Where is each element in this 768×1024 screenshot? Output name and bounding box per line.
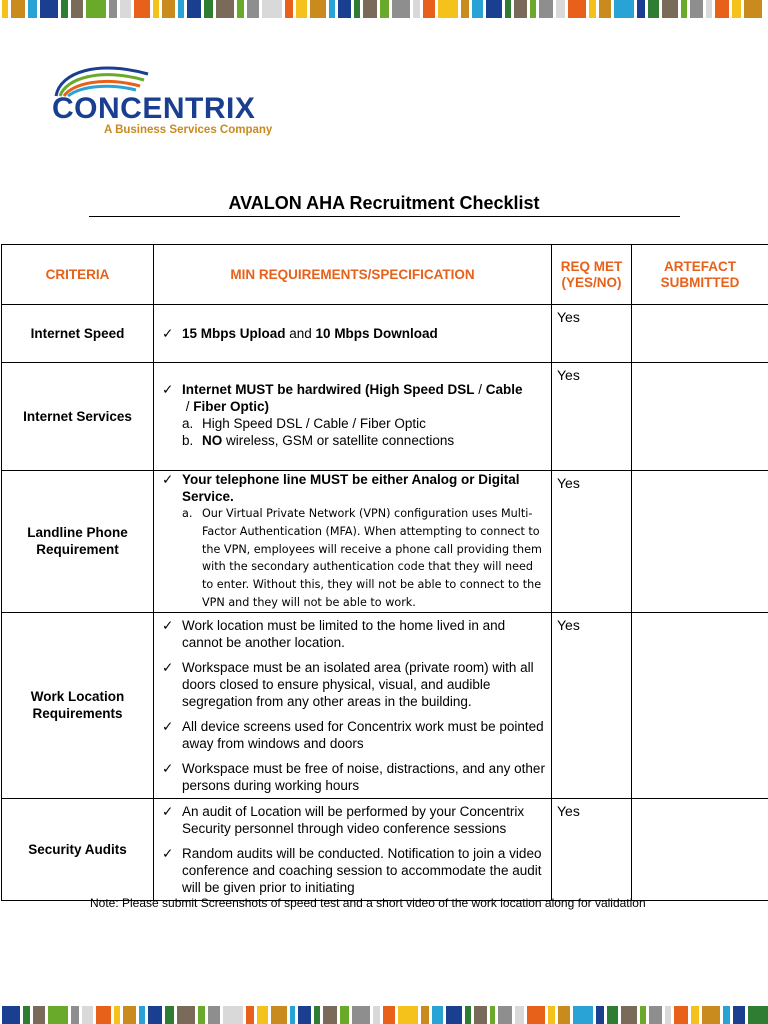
color-block — [352, 1006, 370, 1024]
color-block — [323, 1006, 337, 1024]
color-block — [413, 0, 420, 18]
color-block — [691, 1006, 700, 1024]
color-block — [109, 0, 117, 18]
color-block — [262, 0, 282, 18]
header-artefact: ARTEFACT SUBMITTED — [632, 245, 768, 305]
criteria-cell: Landline Phone Requirement — [2, 471, 154, 613]
header-criteria: CRITERIA — [2, 245, 154, 305]
req-met-cell: Yes — [552, 798, 632, 900]
color-block — [153, 0, 159, 18]
criteria-cell: Security Audits — [2, 798, 154, 900]
color-block — [71, 1006, 79, 1024]
color-block — [702, 1006, 720, 1024]
color-block — [298, 1006, 311, 1024]
checkmark-icon: ✓ — [162, 659, 174, 675]
requirements-cell — [154, 798, 552, 900]
table-row — [2, 471, 768, 613]
table-row — [2, 305, 768, 363]
color-block — [662, 0, 678, 18]
color-block — [398, 1006, 418, 1024]
requirements-cell — [154, 471, 552, 613]
color-block — [2, 0, 8, 18]
color-block — [446, 1006, 462, 1024]
color-block — [621, 1006, 637, 1024]
color-block — [223, 1006, 243, 1024]
color-block — [474, 1006, 487, 1024]
color-block — [48, 1006, 68, 1024]
color-block — [86, 0, 106, 18]
requirement-text: NO — [202, 433, 223, 448]
logo-wordmark: CONCENTRIX — [52, 92, 256, 125]
color-block — [208, 1006, 220, 1024]
req-met-cell: Yes — [552, 471, 632, 613]
color-block — [527, 1006, 545, 1024]
color-block — [589, 0, 596, 18]
table-row — [2, 798, 768, 900]
table-row — [2, 363, 768, 471]
color-block — [681, 0, 687, 18]
criteria-cell: Internet Speed — [2, 305, 154, 363]
requirements-cell — [154, 305, 552, 363]
checkmark-icon: ✓ — [162, 803, 174, 819]
requirement-text: An audit of Location will be performed by your Concentrix Security personnel through video conference sessions — [182, 803, 525, 836]
artefact-cell[interactable] — [632, 612, 768, 798]
concentrix-logo — [48, 58, 298, 138]
color-block — [162, 0, 175, 18]
color-block — [383, 1006, 395, 1024]
color-block — [498, 1006, 512, 1024]
color-block — [290, 1006, 296, 1024]
color-block — [640, 1006, 646, 1024]
decorative-color-strip-bottom — [0, 1006, 768, 1024]
requirement-text: / — [474, 382, 486, 397]
requirement-item — [160, 803, 545, 837]
requirement-item — [160, 471, 545, 505]
requirement-item — [160, 381, 545, 415]
color-block — [539, 0, 553, 18]
requirement-item — [160, 325, 545, 342]
requirement-subitem — [160, 505, 545, 612]
artefact-cell[interactable] — [632, 471, 768, 613]
requirement-text: Our Virtual Private Network (VPN) configuration uses Multi-Factor Authentication (MFA). When attempting to connect to the VPN, employees will receive a phone call providing them with the secondary authentication code that they will need to enter. Without this, they will not be able to connect to the VPN and they will not be able to work. — [202, 507, 542, 609]
color-block — [148, 1006, 162, 1024]
color-block — [187, 0, 201, 18]
color-block — [96, 1006, 112, 1024]
color-block — [139, 1006, 145, 1024]
color-block — [329, 0, 335, 18]
requirement-subitem — [160, 415, 545, 432]
color-block — [438, 0, 458, 18]
color-block — [338, 0, 351, 18]
color-block — [690, 0, 703, 18]
color-block — [472, 0, 483, 18]
color-block — [354, 0, 360, 18]
requirement-text: Cable — [485, 382, 523, 397]
checkmark-icon: ✓ — [162, 472, 174, 487]
requirement-text: Work location must be limited to the home lived in and cannot be another location. — [182, 617, 506, 650]
footer-note: Note: Please submit Screenshots of speed test and a short video of the work location along for validation — [90, 896, 646, 910]
color-block — [674, 1006, 688, 1024]
color-block — [198, 1006, 205, 1024]
color-block — [28, 0, 37, 18]
color-block — [247, 0, 259, 18]
color-block — [461, 0, 469, 18]
color-block — [732, 0, 741, 18]
color-block — [2, 1006, 20, 1024]
checklist-table — [1, 244, 768, 901]
color-block — [178, 0, 184, 18]
requirement-text: Internet MUST be hardwired (High Speed DSL — [182, 382, 475, 397]
color-block — [296, 0, 307, 18]
checkmark-icon: ✓ — [162, 382, 174, 397]
color-block — [596, 1006, 604, 1024]
color-block — [33, 1006, 45, 1024]
criteria-cell: Work Location Requirements — [2, 612, 154, 798]
color-block — [706, 0, 712, 18]
decorative-color-strip-top — [0, 0, 768, 18]
color-block — [573, 1006, 593, 1024]
color-block — [637, 0, 645, 18]
requirement-text: Random audits will be conducted. Notification to join a video conference and coaching session to accommodate the audit will be given prior to initiating — [182, 845, 542, 895]
criteria-cell: Internet Services — [2, 363, 154, 471]
requirement-text: High Speed DSL / Cable / Fiber Optic — [202, 416, 426, 431]
artefact-cell[interactable] — [632, 798, 768, 900]
color-block — [71, 0, 83, 18]
color-block — [340, 1006, 349, 1024]
req-met-cell: Yes — [552, 305, 632, 363]
color-block — [23, 1006, 30, 1024]
requirement-text: Your telephone line MUST be either Analog or Digital Service. — [182, 472, 520, 504]
subitem-letter: b. — [182, 433, 194, 448]
color-block — [285, 0, 293, 18]
color-block — [120, 0, 131, 18]
header-requirements: MIN REQUIREMENTS/SPECIFICATION — [154, 245, 552, 305]
color-block — [515, 1006, 524, 1024]
color-block — [82, 1006, 93, 1024]
color-block — [648, 0, 659, 18]
color-block — [733, 1006, 745, 1024]
color-block — [392, 0, 410, 18]
color-block — [748, 1006, 768, 1024]
table-row — [2, 612, 768, 798]
subitem-letter: a. — [182, 507, 193, 520]
req-met-cell: Yes — [552, 612, 632, 798]
requirement-text: and — [285, 326, 316, 341]
color-block — [505, 0, 511, 18]
requirement-subitem — [160, 432, 545, 449]
color-block — [421, 1006, 429, 1024]
checkmark-icon: ✓ — [162, 845, 174, 861]
req-met-cell: Yes — [552, 363, 632, 471]
subitem-letter: a. — [182, 416, 194, 431]
color-block — [465, 1006, 471, 1024]
color-block — [723, 1006, 730, 1024]
requirement-item — [160, 718, 545, 752]
color-block — [614, 0, 634, 18]
color-block — [558, 1006, 570, 1024]
color-block — [649, 1006, 662, 1024]
checkmark-icon: ✓ — [162, 718, 174, 734]
color-block — [165, 1006, 174, 1024]
color-block — [432, 1006, 443, 1024]
requirement-text: wireless, GSM or satellite connections — [222, 433, 455, 448]
requirements-cell — [154, 612, 552, 798]
color-block — [744, 0, 762, 18]
color-block — [204, 0, 213, 18]
requirements-cell — [154, 363, 552, 471]
color-block — [715, 0, 729, 18]
color-block — [61, 0, 68, 18]
color-block — [257, 1006, 268, 1024]
color-block — [177, 1006, 195, 1024]
color-block — [490, 1006, 496, 1024]
color-block — [114, 1006, 120, 1024]
checkmark-icon: ✓ — [162, 760, 174, 776]
color-block — [530, 0, 536, 18]
requirement-text: / — [182, 399, 194, 414]
color-block — [607, 1006, 618, 1024]
requirement-text: Workspace must be an isolated area (private room) with all doors closed to ensure physical, visual, and audible segregation from any other areas in the building. — [182, 659, 534, 709]
color-block — [134, 0, 150, 18]
color-block — [380, 0, 389, 18]
artefact-cell[interactable] — [632, 305, 768, 363]
requirement-item — [160, 617, 545, 651]
page-title: AVALON AHA Recruitment Checklist — [228, 193, 540, 213]
requirement-text: All device screens used for Concentrix work must be pointed away from windows and doors — [182, 718, 544, 751]
color-block — [514, 0, 527, 18]
color-block — [11, 0, 25, 18]
color-block — [246, 1006, 254, 1024]
color-block — [486, 0, 502, 18]
color-block — [363, 0, 377, 18]
checkmark-icon: ✓ — [162, 617, 174, 633]
requirement-item — [160, 659, 545, 710]
color-block — [271, 1006, 287, 1024]
requirement-item — [160, 845, 545, 896]
requirement-item — [160, 760, 545, 794]
checkmark-icon: ✓ — [162, 326, 174, 341]
color-block — [314, 1006, 320, 1024]
color-block — [556, 0, 565, 18]
color-block — [568, 0, 586, 18]
title-underline — [89, 216, 680, 217]
color-block — [423, 0, 435, 18]
requirement-text: 10 Mbps Download — [315, 326, 438, 341]
color-block — [373, 1006, 380, 1024]
color-block — [665, 1006, 671, 1024]
color-block — [216, 0, 234, 18]
requirement-text: Fiber Optic) — [193, 399, 270, 414]
table-header-row — [2, 245, 768, 305]
logo-tagline: A Business Services Company — [104, 124, 273, 136]
color-block — [123, 1006, 136, 1024]
requirement-text: 15 Mbps Upload — [182, 326, 286, 341]
color-block — [40, 0, 58, 18]
requirement-text: Workspace must be free of noise, distractions, and any other persons during working hours — [182, 760, 545, 793]
artefact-cell[interactable] — [632, 363, 768, 471]
color-block — [548, 1006, 555, 1024]
color-block — [599, 0, 611, 18]
header-req-met: REQ MET (YES/NO) — [552, 245, 632, 305]
color-block — [237, 0, 244, 18]
color-block — [310, 0, 326, 18]
